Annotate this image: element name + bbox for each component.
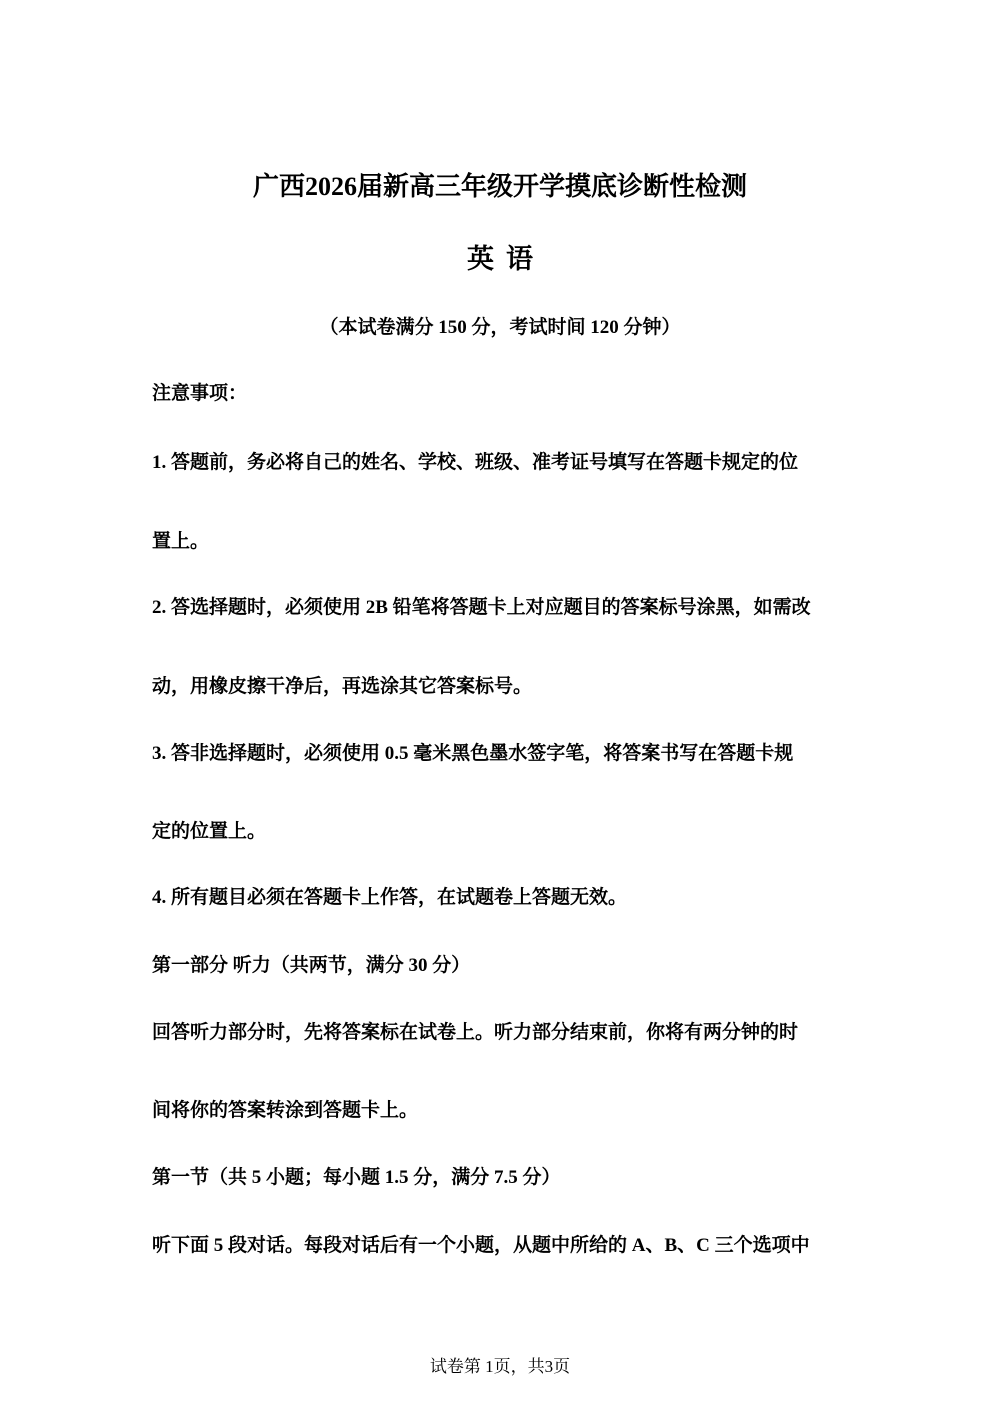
listening-instruction-line-2: 间将你的答案转涂到答题卡上。: [152, 1100, 419, 1121]
subject-heading: 英语: [467, 244, 545, 274]
notice-item-2-line-2: 动，用橡皮擦干净后，再选涂其它答案标号。: [152, 676, 533, 697]
listening-instruction-line-1: 回答听力部分时，先将答案标在试卷上。听力部分结束前，你将有两分钟的时: [152, 1022, 799, 1043]
exam-info: （本试卷满分 150 分，考试时间 120 分钟）: [319, 317, 681, 338]
notice-item-2-line-1: 2. 答选择题时，必须使用 2B 铅笔将答题卡上对应题目的答案标号涂黑，如需改: [152, 597, 811, 618]
notice-item-3-line-1: 3. 答非选择题时，必须使用 0.5 毫米黑色墨水签字笔，将答案书写在答题卡规: [152, 743, 794, 764]
notice-item-4: 4. 所有题目必须在答题卡上作答，在试题卷上答题无效。: [152, 887, 628, 908]
page-footer: 试卷第 1页，共3页: [429, 1357, 571, 1376]
document-title: 广西2026届新高三年级开学摸底诊断性检测: [252, 172, 747, 201]
section-heading-listening: 第一部分 听力（共两节，满分 30 分）: [152, 955, 471, 976]
subsection-instruction-line-1: 听下面 5 段对话。每段对话后有一个小题，从题中所给的 A、B、C 三个选项中: [152, 1235, 810, 1256]
notice-item-3-line-2: 定的位置上。: [152, 821, 267, 842]
subsection-heading-1: 第一节（共 5 小题；每小题 1.5 分，满分 7.5 分）: [152, 1167, 561, 1188]
notice-item-1-line-1: 1. 答题前，务必将自己的姓名、学校、班级、准考证号填写在答题卡规定的位: [152, 452, 799, 473]
notice-item-1-line-2: 置上。: [152, 531, 210, 552]
notice-heading: 注意事项：: [152, 383, 248, 404]
